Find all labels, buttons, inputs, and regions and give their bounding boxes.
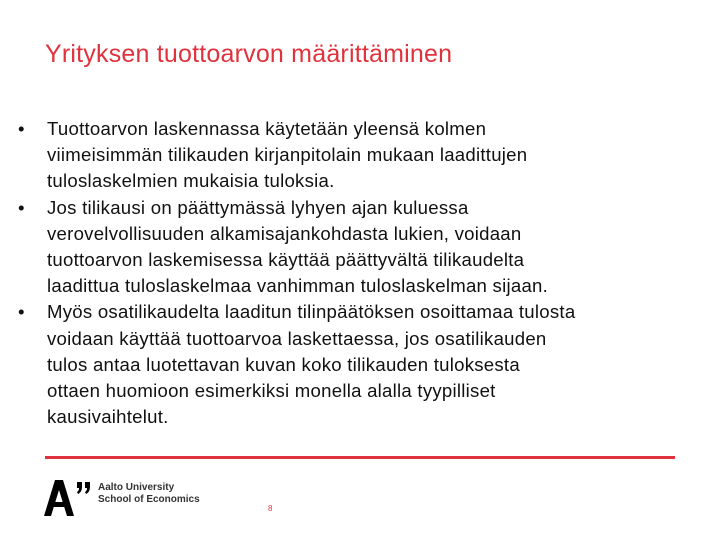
bullet-line: tuottoarvon laskemisessa käyttää päättyvältä tilikaudelta (47, 249, 525, 271)
bullet-line: kausivaihtelut. (47, 406, 169, 428)
bullet-line: Tuottoarvon laskennassa käytetään yleensä kolmen (47, 118, 487, 139)
slide-title: Yrityksen tuottoarvon määrittäminen (45, 40, 453, 68)
bullet-line: tulos antaa luotettavan kuvan koko tilikauden tuloksesta (47, 353, 520, 375)
bullet-item (18, 116, 718, 195)
logo-line-2: School of Economics (98, 494, 200, 505)
bullet-item (18, 195, 718, 300)
bullet-line: voidaan käyttää tuottoarvoa laskettaessa, jos osatilikauden (47, 327, 547, 349)
bullet-dot: • (18, 118, 25, 139)
aalto-logo-icon (44, 480, 94, 516)
bullet-line: ottaen huomioon esimerkiksi monella alalla tyypilliset (47, 380, 496, 402)
bullet-dot: • (18, 301, 25, 323)
bullet-item (18, 299, 718, 430)
bullet-line: Myös osatilikaudelta laaditun tilinpäätöksen osoittamaa tulosta (47, 301, 576, 323)
bullet-line: tuloslaskelmien mukaisia tuloksia. (47, 170, 335, 192)
footer-divider (45, 456, 675, 459)
bullet-list (18, 116, 718, 430)
aalto-logo (44, 478, 214, 518)
bullet-line: viimeisimmän tilikauden kirjanpitolain mukaan laadittujen (47, 144, 528, 166)
bullet-line: Jos tilikausi on päättymässä lyhyen ajan kuluessa (47, 196, 469, 218)
logo-text (98, 482, 200, 506)
bullet-line: laadittua tuloslaskelmaa vanhimman tuloslaskelman sijaan. (47, 275, 549, 297)
bullet-line: verovelvollisuuden alkamisajankohdasta lukien, voidaan (47, 222, 522, 244)
page-number: 8 (268, 504, 273, 513)
bullet-dot: • (18, 196, 25, 218)
logo-line-1: Aalto University (98, 482, 175, 493)
